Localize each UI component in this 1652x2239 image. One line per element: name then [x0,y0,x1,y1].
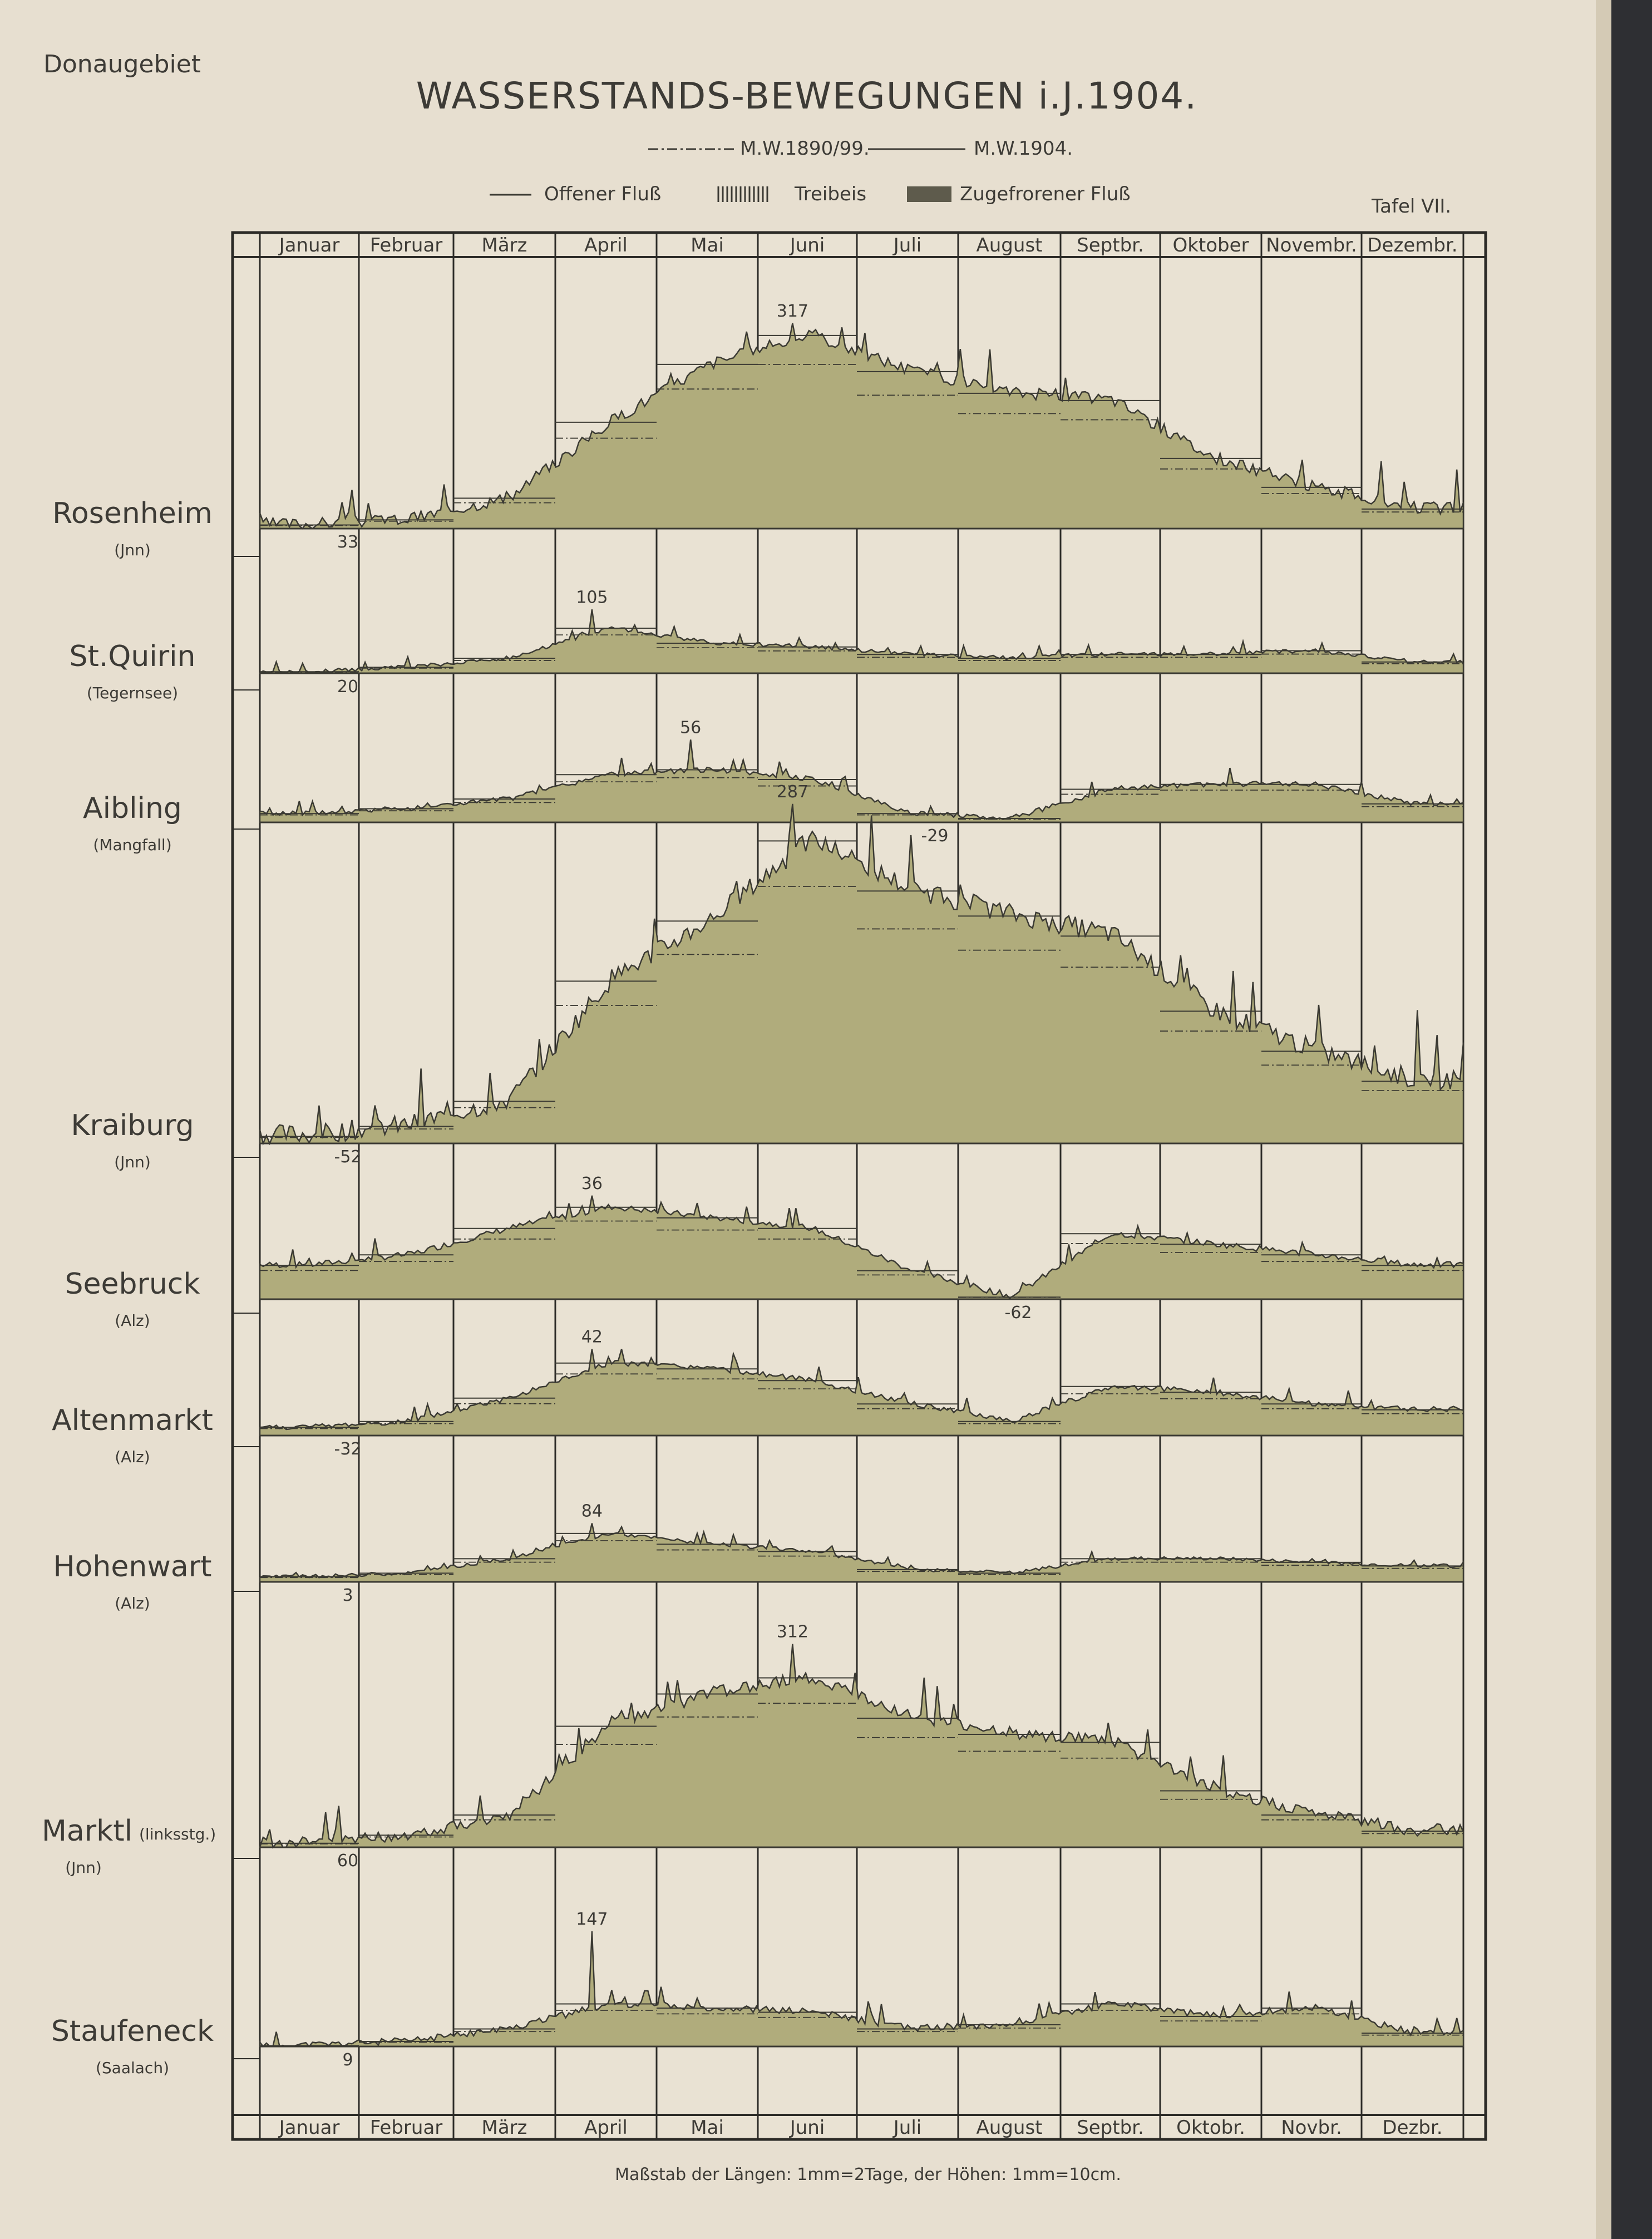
page-edge-shadow [1596,0,1611,2239]
plate-label: Tafel VII. [1372,195,1452,218]
station-river: (Alz) [115,1311,150,1330]
min-label: 33 [337,532,359,552]
station-name: Aibling [83,792,182,825]
chart-title: WASSERSTANDS-BEWEGUNGEN i.J.1904. [416,75,1198,117]
legend-frozen-swatch [907,186,951,202]
min-label: 20 [337,677,359,697]
month-label-top: Dezembr. [1367,234,1458,257]
legend-mw-long-label: M.W.1890/99. [740,137,870,160]
month-label-bottom: Novbr. [1281,2117,1342,2139]
month-label-top: Novembr. [1266,234,1357,257]
footer-scale-note: Maßstab der Längen: 1mm=2Tage, der Höhen: 1mm=10cm. [615,2165,1121,2184]
min-label: 3 [342,1586,353,1605]
station-river: (Alz) [115,1594,150,1612]
month-label-top: Januar [279,234,340,257]
station-name: Hohenwart [53,1550,212,1584]
station-name: Kraiburg [71,1109,194,1142]
month-label-bottom: Februar [369,2117,443,2139]
station-name: Seebruck [65,1268,200,1301]
peak-label: 84 [581,1501,603,1521]
month-label-bottom: Dezbr. [1382,2117,1443,2139]
station-river: (Jnn) [114,541,151,559]
station-river: (Alz) [115,1448,150,1466]
peak-label: 147 [576,1910,608,1929]
month-label-top: August [976,234,1043,257]
month-label-bottom: Juli [893,2117,922,2139]
month-label-bottom: Januar [279,2117,340,2139]
legend-frozen-label: Zugefrorener Fluß [960,183,1131,205]
month-label-top: Juli [893,234,922,257]
month-label-top: Septbr. [1077,234,1144,257]
min-label: -62 [1004,1303,1032,1323]
station-suffix: (linksstg.) [139,1825,216,1843]
station-name: Rosenheim [52,497,213,530]
month-label-top: Mai [691,234,724,257]
peak-label: 36 [581,1173,603,1194]
legend [490,137,1131,205]
month-label-top: März [481,234,527,257]
station-name: Staufeneck [51,2015,214,2048]
month-label-top: Oktober [1172,234,1249,257]
legend-drift-ice-label: Treibeis [795,183,867,205]
station-labels [42,497,216,2077]
min-label: -29 [921,826,949,846]
station-river: (Jnn) [114,1153,151,1171]
month-label-top: Juni [790,234,825,257]
legend-drift-ice-swatch [715,186,771,202]
station-river: (Jnn) [65,1858,102,1877]
peak-label: 287 [776,782,809,802]
station-name: Marktl [42,1814,133,1848]
legend-open-river-label: Offener Fluß [544,183,662,205]
legend-mw-year-label: M.W.1904. [974,137,1073,160]
peak-label: 312 [776,1622,809,1642]
station-river: (Mangfall) [93,836,172,854]
station-name: Altenmarkt [52,1404,213,1437]
min-label: 9 [342,2050,353,2070]
month-label-bottom: März [481,2117,527,2139]
month-label-bottom: Septbr. [1077,2117,1144,2139]
peak-label: 317 [776,301,809,321]
month-label-bottom: April [584,2117,628,2139]
station-river: (Saalach) [95,2059,170,2077]
station-river: (Tegernsee) [86,684,179,702]
station-name: St.Quirin [69,640,196,673]
month-label-bottom: Oktobr. [1176,2117,1245,2139]
month-label-bottom: Juni [790,2117,825,2139]
peak-label: 42 [581,1327,603,1347]
peak-label: 105 [576,588,608,608]
month-label-top: Februar [369,234,443,257]
binding-edge [1611,0,1652,2239]
month-label-bottom: Mai [691,2117,724,2139]
month-label-top: April [584,234,628,257]
min-label: -32 [334,1439,362,1459]
month-label-bottom: August [976,2117,1043,2139]
min-label: -52 [334,1147,362,1167]
peak-label: 56 [680,718,702,738]
region-label: Donaugebiet [43,50,201,78]
min-label: 60 [337,1851,359,1871]
